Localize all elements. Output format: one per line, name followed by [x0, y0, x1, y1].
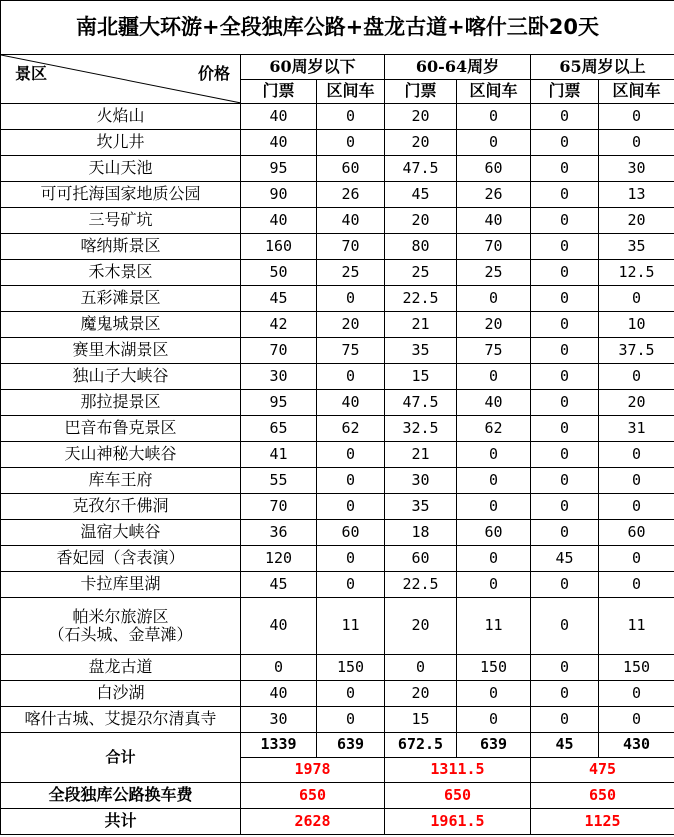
shuttle-price-cell: 0 — [317, 364, 385, 390]
scenic-name-detail: （石头城、金草滩） — [48, 625, 193, 644]
ticket-price-cell: 70 — [241, 494, 317, 520]
ticket-price-cell: 32.5 — [385, 416, 457, 442]
scenic-name: 那拉提景区 — [80, 392, 161, 412]
group-header-60-64: 60-64周岁 — [385, 55, 531, 80]
shuttle-price-cell: 150 — [457, 655, 531, 681]
ticket-price-cell: 0 — [531, 390, 599, 416]
ticket-price-cell: 15 — [385, 364, 457, 390]
table-row — [1, 234, 674, 260]
shuttle-price-cell: 0 — [317, 104, 385, 130]
ticket-price-cell: 22.5 — [385, 572, 457, 598]
ticket-price-cell: 0 — [531, 364, 599, 390]
ticket-price-cell: 45 — [241, 572, 317, 598]
scenic-name: 帕米尔旅游区 — [72, 606, 169, 626]
subtotal-cell: 1339 — [241, 733, 317, 758]
ticket-price-cell: 41 — [241, 442, 317, 468]
shuttle-price-cell: 0 — [457, 442, 531, 468]
ticket-price-cell: 40 — [241, 130, 317, 156]
ticket-price-cell: 0 — [531, 182, 599, 208]
ticket-price-cell: 0 — [531, 416, 599, 442]
ticket-price-cell: 20 — [385, 130, 457, 156]
table-row — [1, 494, 674, 520]
scenic-name: 克孜尔千佛洞 — [72, 496, 169, 516]
subtotal-cell: 639 — [457, 733, 531, 758]
subheader-ticket: 门票 — [241, 80, 317, 104]
shuttle-price-cell: 0 — [457, 468, 531, 494]
shuttle-price-cell: 0 — [599, 104, 674, 130]
ticket-price-cell: 45 — [385, 182, 457, 208]
shuttle-price-cell: 0 — [317, 572, 385, 598]
scenic-name-cell — [1, 234, 241, 260]
header-corner-cell — [1, 55, 241, 104]
shuttle-price-cell: 0 — [457, 707, 531, 733]
ticket-price-cell: 0 — [531, 494, 599, 520]
shuttle-price-cell: 10 — [599, 312, 674, 338]
subheader-ticket: 门票 — [531, 80, 599, 104]
scenic-name-cell — [1, 546, 241, 572]
table-row — [1, 182, 674, 208]
scenic-name: 可可托海国家地质公园 — [40, 184, 201, 204]
scenic-name: 独山子大峡谷 — [72, 366, 169, 386]
grand-total-65-plus: 1125 — [531, 809, 674, 835]
table-row — [1, 598, 674, 655]
shuttle-price-cell: 60 — [317, 156, 385, 182]
subheader-shuttle: 区间车 — [457, 80, 531, 104]
shuttle-price-cell: 62 — [457, 416, 531, 442]
shuttle-price-cell: 0 — [317, 468, 385, 494]
ticket-price-cell: 60 — [385, 546, 457, 572]
ticket-price-cell: 15 — [385, 707, 457, 733]
shuttle-price-cell: 60 — [599, 520, 674, 546]
ticket-price-cell: 45 — [241, 286, 317, 312]
shuttle-price-cell: 20 — [317, 312, 385, 338]
ticket-price-cell: 0 — [531, 130, 599, 156]
table-row — [1, 208, 674, 234]
shuttle-price-cell: 13 — [599, 182, 674, 208]
scenic-name: 喀纳斯景区 — [80, 236, 161, 256]
group-header-under-60: 60周岁以下 — [241, 55, 385, 80]
scenic-name: 三号矿坑 — [88, 210, 153, 230]
table-row — [1, 338, 674, 364]
ticket-price-cell: 0 — [531, 338, 599, 364]
table-row — [1, 707, 674, 733]
ticket-price-cell: 0 — [531, 655, 599, 681]
shuttle-price-cell: 12.5 — [599, 260, 674, 286]
scenic-name: 五彩滩景区 — [80, 288, 161, 308]
shuttle-price-cell: 150 — [599, 655, 674, 681]
subtotal-cell: 672.5 — [385, 733, 457, 758]
scenic-name-cell — [1, 208, 241, 234]
ticket-price-cell: 0 — [531, 208, 599, 234]
table-row — [1, 364, 674, 390]
ticket-price-cell: 20 — [385, 598, 457, 655]
ticket-price-cell: 0 — [531, 681, 599, 707]
scenic-name-cell — [1, 130, 241, 156]
ticket-price-cell: 0 — [241, 655, 317, 681]
scenic-name-cell — [1, 286, 241, 312]
table-row — [1, 572, 674, 598]
ticket-price-cell: 47.5 — [385, 390, 457, 416]
subtotal-label: 合计 — [1, 733, 241, 783]
scenic-name: 白沙湖 — [96, 683, 145, 703]
scenic-name-cell — [1, 260, 241, 286]
group-total-under-60: 1978 — [241, 758, 385, 783]
ticket-price-cell: 0 — [531, 707, 599, 733]
ticket-price-cell: 22.5 — [385, 286, 457, 312]
ticket-price-cell: 0 — [531, 104, 599, 130]
ticket-price-cell: 30 — [241, 707, 317, 733]
table-row — [1, 312, 674, 338]
ticket-price-cell: 0 — [531, 598, 599, 655]
scenic-name: 库车王府 — [88, 470, 153, 490]
shuttle-price-cell: 0 — [599, 546, 674, 572]
table-row — [1, 260, 674, 286]
group-total-60-64: 1311.5 — [385, 758, 531, 783]
scenic-name-cell — [1, 416, 241, 442]
shuttle-price-cell: 0 — [457, 286, 531, 312]
shuttle-price-cell: 11 — [599, 598, 674, 655]
shuttle-price-cell: 0 — [599, 572, 674, 598]
ticket-price-cell: 42 — [241, 312, 317, 338]
table-row — [1, 442, 674, 468]
scenic-name: 坎儿井 — [96, 132, 145, 152]
group-total-65-plus: 475 — [531, 758, 674, 783]
ticket-price-cell: 47.5 — [385, 156, 457, 182]
shuttle-price-cell: 25 — [317, 260, 385, 286]
scenic-name: 赛里木湖景区 — [72, 340, 169, 360]
shuttle-price-cell: 26 — [317, 182, 385, 208]
shuttle-price-cell: 70 — [457, 234, 531, 260]
transfer-fee-label: 全段独库公路换车费 — [1, 783, 241, 809]
table-title: 南北疆大环游+全段独库公路+盘龙古道+喀什三卧20天 — [1, 1, 674, 55]
scenic-name-cell — [1, 390, 241, 416]
ticket-price-cell: 40 — [241, 104, 317, 130]
scenic-name-cell — [1, 104, 241, 130]
scenic-name: 香妃园（含表演） — [56, 548, 185, 568]
shuttle-price-cell: 0 — [457, 364, 531, 390]
table-row — [1, 468, 674, 494]
shuttle-price-cell: 0 — [317, 442, 385, 468]
shuttle-price-cell: 75 — [317, 338, 385, 364]
table-row — [1, 156, 674, 182]
shuttle-price-cell: 75 — [457, 338, 531, 364]
subtotal-cell: 45 — [531, 733, 599, 758]
table-body — [1, 104, 674, 733]
shuttle-price-cell: 0 — [457, 546, 531, 572]
ticket-price-cell: 50 — [241, 260, 317, 286]
ticket-price-cell: 0 — [531, 572, 599, 598]
table-row — [1, 546, 674, 572]
ticket-price-cell: 0 — [531, 312, 599, 338]
scenic-name-cell — [1, 494, 241, 520]
ticket-price-cell: 80 — [385, 234, 457, 260]
ticket-price-cell: 0 — [531, 286, 599, 312]
ticket-price-cell: 0 — [531, 260, 599, 286]
grand-total-under-60: 2628 — [241, 809, 385, 835]
shuttle-price-cell: 30 — [599, 156, 674, 182]
ticket-price-cell: 25 — [385, 260, 457, 286]
group-header-65-plus: 65周岁以上 — [531, 55, 674, 80]
ticket-price-cell: 0 — [531, 156, 599, 182]
shuttle-price-cell: 60 — [457, 520, 531, 546]
transfer-fee-60-64: 650 — [385, 783, 531, 809]
table-row — [1, 390, 674, 416]
transfer-fee-under-60: 650 — [241, 783, 385, 809]
table-row — [1, 520, 674, 546]
shuttle-price-cell: 40 — [457, 208, 531, 234]
shuttle-price-cell: 62 — [317, 416, 385, 442]
shuttle-price-cell: 0 — [457, 572, 531, 598]
scenic-name: 卡拉库里湖 — [80, 574, 161, 594]
ticket-price-cell: 95 — [241, 156, 317, 182]
shuttle-price-cell: 31 — [599, 416, 674, 442]
scenic-name-cell — [1, 442, 241, 468]
scenic-name-cell — [1, 572, 241, 598]
shuttle-price-cell: 0 — [457, 681, 531, 707]
price-header-label: 价格 — [197, 64, 230, 83]
ticket-price-cell: 35 — [385, 338, 457, 364]
subheader-shuttle: 区间车 — [599, 80, 674, 104]
ticket-price-cell: 20 — [385, 104, 457, 130]
shuttle-price-cell: 0 — [317, 130, 385, 156]
ticket-price-cell: 40 — [241, 208, 317, 234]
ticket-price-cell: 120 — [241, 546, 317, 572]
scenic-name-cell — [1, 598, 241, 655]
shuttle-price-cell: 0 — [317, 681, 385, 707]
scenic-name: 喀什古城、艾提尕尔清真寺 — [24, 709, 217, 729]
shuttle-price-cell: 40 — [457, 390, 531, 416]
shuttle-price-cell: 0 — [599, 286, 674, 312]
grand-total-60-64: 1961.5 — [385, 809, 531, 835]
ticket-price-cell: 0 — [531, 442, 599, 468]
ticket-price-cell: 36 — [241, 520, 317, 546]
scenic-name: 天山天池 — [88, 158, 153, 178]
shuttle-price-cell: 70 — [317, 234, 385, 260]
scenic-name: 魔鬼城景区 — [80, 314, 161, 334]
shuttle-price-cell: 26 — [457, 182, 531, 208]
table-row — [1, 286, 674, 312]
shuttle-price-cell: 60 — [457, 156, 531, 182]
shuttle-price-cell: 150 — [317, 655, 385, 681]
table-row — [1, 681, 674, 707]
ticket-price-cell: 70 — [241, 338, 317, 364]
scenic-name-cell — [1, 182, 241, 208]
shuttle-price-cell: 0 — [457, 104, 531, 130]
ticket-price-cell: 90 — [241, 182, 317, 208]
ticket-price-cell: 0 — [531, 468, 599, 494]
shuttle-price-cell: 25 — [457, 260, 531, 286]
scenic-name-cell — [1, 655, 241, 681]
ticket-price-cell: 0 — [531, 234, 599, 260]
subheader-shuttle: 区间车 — [317, 80, 385, 104]
scenic-name-cell — [1, 156, 241, 182]
subtotal-cell: 430 — [599, 733, 674, 758]
ticket-price-cell: 65 — [241, 416, 317, 442]
shuttle-price-cell: 0 — [599, 364, 674, 390]
shuttle-price-cell: 0 — [599, 130, 674, 156]
scenic-name: 火焰山 — [96, 106, 145, 126]
scenic-name-cell — [1, 338, 241, 364]
shuttle-price-cell: 40 — [317, 208, 385, 234]
ticket-price-cell: 21 — [385, 442, 457, 468]
ticket-price-cell: 18 — [385, 520, 457, 546]
shuttle-price-cell: 0 — [599, 494, 674, 520]
table-row — [1, 416, 674, 442]
ticket-price-cell: 0 — [531, 520, 599, 546]
grand-total-label: 共计 — [1, 809, 241, 835]
table-row — [1, 655, 674, 681]
ticket-price-cell: 20 — [385, 208, 457, 234]
scenic-name: 盘龙古道 — [88, 657, 153, 677]
scenic-name-cell — [1, 312, 241, 338]
scenic-header-label: 景区 — [15, 64, 48, 83]
shuttle-price-cell: 0 — [457, 130, 531, 156]
ticket-price-cell: 55 — [241, 468, 317, 494]
ticket-price-cell: 30 — [385, 468, 457, 494]
table-row — [1, 130, 674, 156]
shuttle-price-cell: 0 — [599, 707, 674, 733]
shuttle-price-cell: 20 — [457, 312, 531, 338]
subtotal-cell: 639 — [317, 733, 385, 758]
shuttle-price-cell: 11 — [317, 598, 385, 655]
shuttle-price-cell: 37.5 — [599, 338, 674, 364]
shuttle-price-cell: 20 — [599, 390, 674, 416]
shuttle-price-cell: 0 — [317, 707, 385, 733]
shuttle-price-cell: 11 — [457, 598, 531, 655]
ticket-price-cell: 45 — [531, 546, 599, 572]
scenic-name: 巴音布鲁克景区 — [64, 418, 177, 438]
ticket-price-cell: 21 — [385, 312, 457, 338]
transfer-fee-65-plus: 650 — [531, 783, 674, 809]
subheader-ticket: 门票 — [385, 80, 457, 104]
shuttle-price-cell: 0 — [599, 442, 674, 468]
ticket-price-cell: 30 — [241, 364, 317, 390]
scenic-name-cell — [1, 364, 241, 390]
shuttle-price-cell: 0 — [317, 286, 385, 312]
scenic-name-cell — [1, 707, 241, 733]
scenic-name: 天山神秘大峡谷 — [64, 444, 177, 464]
scenic-name-cell — [1, 520, 241, 546]
shuttle-price-cell: 0 — [457, 494, 531, 520]
shuttle-price-cell: 40 — [317, 390, 385, 416]
table-row — [1, 104, 674, 130]
ticket-price-cell: 35 — [385, 494, 457, 520]
shuttle-price-cell: 0 — [599, 681, 674, 707]
ticket-price-cell: 40 — [241, 681, 317, 707]
ticket-price-cell: 160 — [241, 234, 317, 260]
shuttle-price-cell: 60 — [317, 520, 385, 546]
shuttle-price-cell: 20 — [599, 208, 674, 234]
ticket-price-cell: 40 — [241, 598, 317, 655]
ticket-price-cell: 0 — [385, 655, 457, 681]
scenic-name-cell — [1, 468, 241, 494]
shuttle-price-cell: 0 — [317, 494, 385, 520]
shuttle-price-cell: 0 — [317, 546, 385, 572]
ticket-price-cell: 20 — [385, 681, 457, 707]
ticket-price-cell: 95 — [241, 390, 317, 416]
scenic-name: 温宿大峡谷 — [80, 522, 161, 542]
scenic-name-cell — [1, 681, 241, 707]
shuttle-price-cell: 35 — [599, 234, 674, 260]
shuttle-price-cell: 0 — [599, 468, 674, 494]
scenic-name: 禾木景区 — [88, 262, 153, 282]
